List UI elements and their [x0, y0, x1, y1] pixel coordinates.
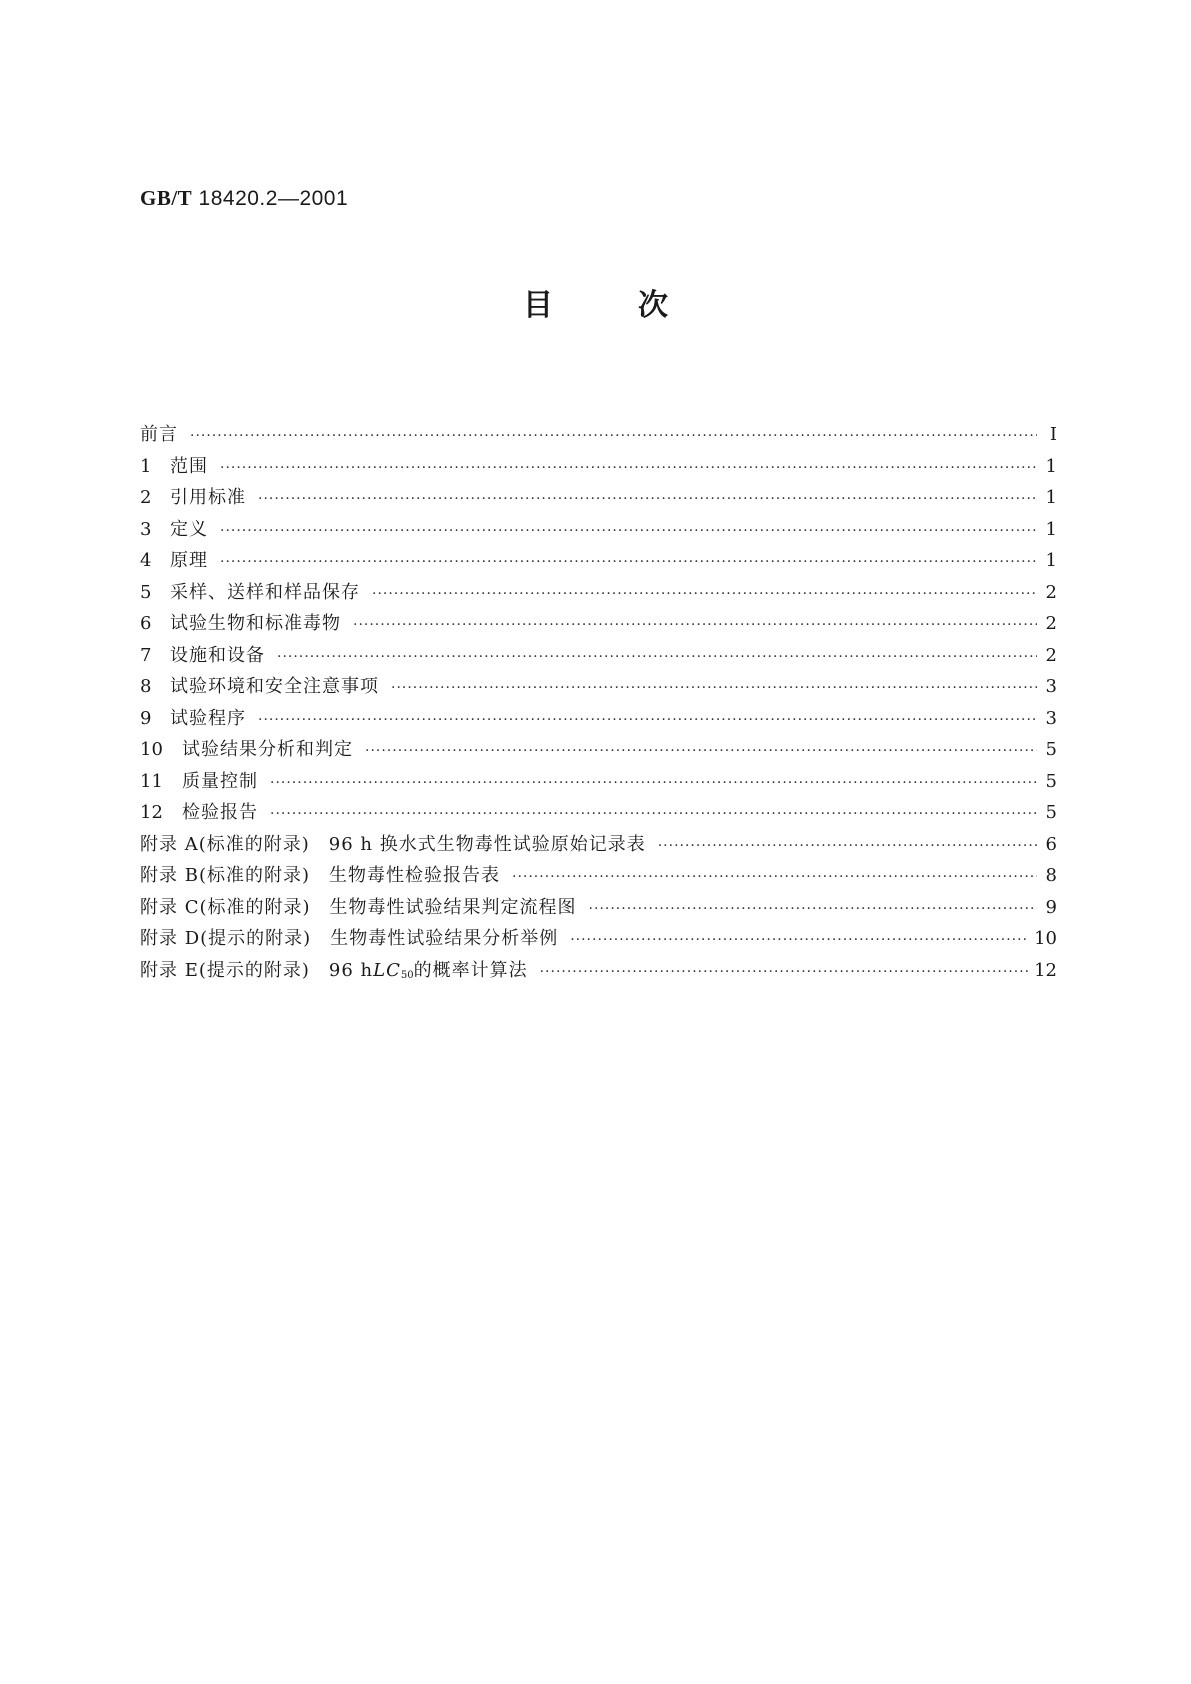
toc-leader — [270, 775, 1037, 791]
toc-number: 5 — [140, 581, 152, 603]
toc-leader — [270, 806, 1037, 822]
toc-leader — [258, 712, 1037, 728]
toc-page-number: 9 — [1045, 896, 1057, 918]
toc-label — [140, 956, 528, 982]
toc-number: 9 — [140, 707, 152, 729]
toc-entry-preface[interactable] — [140, 420, 1057, 452]
toc-leader — [220, 460, 1037, 476]
toc-page-number: 1 — [1045, 518, 1057, 540]
toc-entry-5[interactable] — [140, 578, 1057, 610]
standard-number: 18420.2—2001 — [198, 187, 349, 210]
toc-entry-2[interactable] — [140, 483, 1057, 515]
title-char-2: 次 — [638, 288, 668, 323]
toc-label: 试验结果分析和判定 — [182, 739, 353, 760]
toc-number: 1 — [140, 455, 152, 477]
title-char-1: 目 — [523, 288, 553, 323]
toc-page-number: 10 — [1034, 928, 1057, 949]
toc-label-italic: LC — [373, 959, 401, 981]
toc-entry-9[interactable] — [140, 704, 1057, 736]
toc-page-number: 1 — [1045, 455, 1057, 477]
toc-number: 3 — [140, 518, 152, 540]
toc-entry-11[interactable] — [140, 767, 1057, 799]
toc-leader — [589, 901, 1037, 917]
toc-entry-appendix-a[interactable] — [140, 830, 1057, 862]
toc-leader — [277, 649, 1037, 665]
standard-prefix: GB/T — [140, 186, 193, 210]
toc-page-number: 3 — [1045, 676, 1057, 697]
toc-entry-appendix-e[interactable] — [140, 956, 1057, 988]
toc-label: 试验程序 — [170, 707, 246, 729]
toc-label-subscript: 50 — [400, 969, 414, 981]
toc-entry-10[interactable] — [140, 735, 1057, 767]
toc-leader — [372, 586, 1037, 602]
standard-code — [140, 186, 348, 211]
toc-entry-8[interactable] — [140, 672, 1057, 704]
toc-page-number: 1 — [1045, 487, 1057, 508]
toc-entry-4[interactable] — [140, 546, 1057, 578]
toc-entry-appendix-d[interactable] — [140, 924, 1057, 956]
toc-leader — [258, 491, 1037, 507]
toc-label: 范围 — [170, 455, 208, 477]
toc-label: 检验报告 — [182, 802, 258, 823]
toc-label: 试验环境和安全注意事项 — [170, 676, 379, 697]
toc-page-number: 5 — [1045, 739, 1057, 760]
toc-leader — [658, 838, 1037, 854]
toc-page-number: 8 — [1045, 865, 1057, 886]
toc-label: 附录 D(提示的附录) 生物毒性试验结果分析举例 — [140, 928, 559, 949]
toc-label: 质量控制 — [182, 770, 258, 792]
toc-label: 附录 A(标准的附录) 96 h 换水式生物毒性试验原始记录表 — [140, 833, 646, 855]
toc-label: 前言 — [140, 424, 178, 445]
toc-page-number: 6 — [1045, 833, 1057, 855]
toc-leader — [540, 964, 1029, 980]
toc-page-number: 2 — [1045, 581, 1057, 603]
toc-page-number: 5 — [1045, 802, 1057, 823]
toc-number: 10 — [140, 739, 163, 760]
toc-page-number: 2 — [1045, 613, 1057, 634]
toc-entry-appendix-c[interactable] — [140, 893, 1057, 925]
toc-label: 设施和设备 — [170, 644, 265, 666]
toc-entry-3[interactable] — [140, 515, 1057, 547]
toc-label: 定义 — [170, 518, 208, 540]
toc-page-number: 1 — [1045, 550, 1057, 571]
toc-label: 附录 C(标准的附录) 生物毒性试验结果判定流程图 — [140, 896, 577, 918]
toc-number: 8 — [140, 676, 152, 697]
toc-page-number: Ⅰ — [1049, 424, 1057, 445]
toc-label: 采样、送样和样品保存 — [170, 581, 360, 603]
toc-entry-appendix-b[interactable] — [140, 861, 1057, 893]
toc-label: 试验生物和标准毒物 — [170, 613, 341, 634]
toc-leader — [391, 680, 1037, 696]
toc-number: 6 — [140, 613, 152, 634]
toc-page-number: 2 — [1045, 644, 1057, 666]
toc-label: 引用标准 — [170, 487, 246, 508]
toc-leader — [220, 523, 1037, 539]
toc-page-number: 12 — [1034, 959, 1057, 981]
toc-leader — [512, 869, 1037, 885]
toc-page-number: 5 — [1045, 770, 1057, 792]
toc-entry-6[interactable] — [140, 609, 1057, 641]
toc-leader — [365, 743, 1037, 759]
toc-entry-1[interactable] — [140, 452, 1057, 484]
page-title — [0, 280, 1191, 324]
toc-number: 4 — [140, 550, 152, 571]
toc-leader — [220, 554, 1037, 570]
table-of-contents — [140, 420, 1057, 987]
toc-leader — [353, 617, 1037, 633]
toc-label-suffix: 的概率计算法 — [413, 959, 528, 981]
toc-number: 7 — [140, 644, 152, 666]
toc-leader — [570, 932, 1028, 948]
toc-entry-7[interactable] — [140, 641, 1057, 673]
toc-number: 11 — [140, 770, 163, 792]
toc-number: 2 — [140, 487, 152, 508]
toc-entry-12[interactable] — [140, 798, 1057, 830]
toc-label-prefix: 附录 E(提示的附录) 96 h — [140, 959, 374, 981]
toc-page-number: 3 — [1045, 707, 1057, 729]
toc-number: 12 — [140, 802, 163, 823]
toc-label: 附录 B(标准的附录) 生物毒性检验报告表 — [140, 865, 500, 886]
toc-leader — [190, 428, 1037, 444]
toc-label: 原理 — [170, 550, 208, 571]
